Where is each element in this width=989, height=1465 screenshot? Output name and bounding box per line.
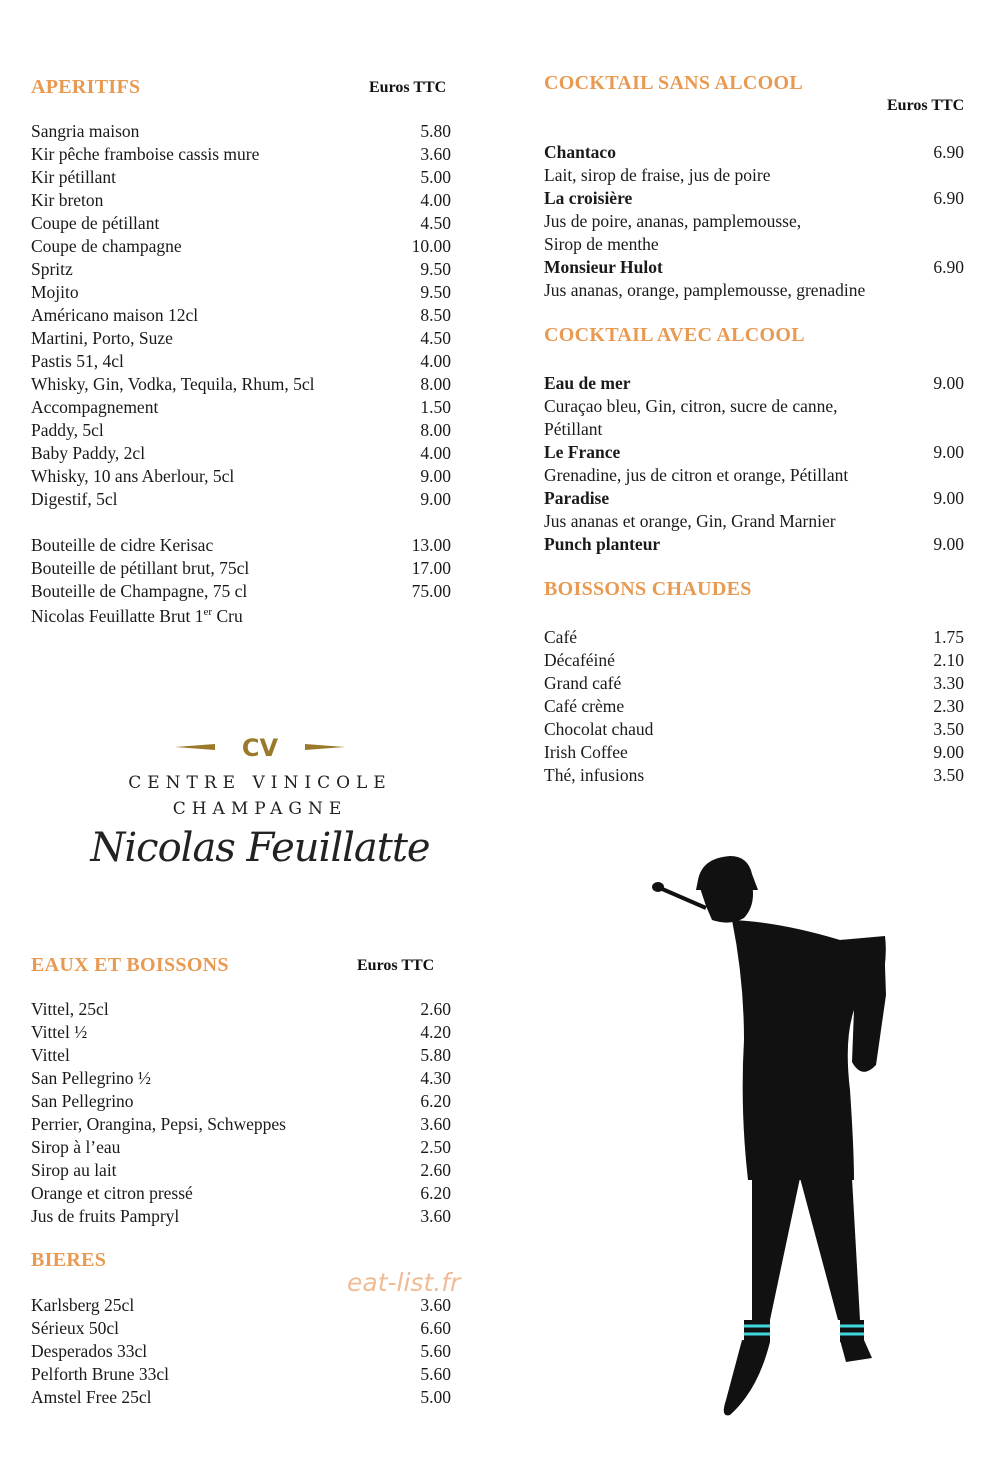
menu-item	[31, 1317, 451, 1340]
menu-item	[31, 235, 451, 258]
cocktail-description: Curaçao bleu, Gin, citron, sucre de canne,	[544, 396, 838, 416]
menu-item-name: Kir pétillant	[31, 167, 117, 187]
menu-item	[31, 465, 451, 488]
menu-item-name: Sangria maison	[31, 121, 140, 141]
menu-item	[31, 327, 451, 350]
menu-item-price: 9.00	[933, 742, 964, 762]
menu-item-price: 5.00	[420, 1387, 451, 1407]
menu-item-name: Grand café	[544, 673, 622, 693]
menu-item-price: 6.90	[933, 257, 964, 277]
menu-item	[31, 580, 451, 603]
cocktail-description: Jus de poire, ananas, pamplemousse,	[544, 211, 802, 231]
menu-item-name: Kir breton	[31, 190, 104, 210]
logo-script: Nicolas Feuillatte	[90, 825, 430, 871]
eaux-price-header: Euros TTC	[357, 957, 435, 974]
menu-item-name: Bouteille de pétillant brut, 75cl	[31, 558, 250, 578]
menu-item-name: Coupe de pétillant	[31, 213, 160, 233]
menu-item-name: Irish Coffee	[544, 742, 628, 762]
champagne-note-suffix: Cru	[212, 605, 243, 626]
chaudes-title: BOISSONS CHAUDES	[544, 578, 752, 600]
cocktail-description: Lait, sirop de fraise, jus de poire	[544, 165, 771, 185]
menu-item	[31, 1205, 451, 1228]
cocktail-description: Jus ananas, orange, pamplemousse, grenadine	[544, 280, 866, 300]
menu-item	[544, 741, 964, 764]
menu-item-price: 17.00	[411, 558, 451, 578]
menu-item	[31, 120, 451, 143]
menu-item	[544, 649, 964, 672]
menu-item-name: Sirop au lait	[31, 1160, 117, 1180]
menu-item	[544, 141, 964, 164]
menu-item-price: 9.00	[933, 488, 964, 508]
aperitifs-list	[31, 120, 451, 603]
menu-item-name: Chantaco	[544, 142, 616, 162]
menu-item-name: San Pellegrino ½	[31, 1068, 152, 1088]
menu-item-price: 9.00	[933, 373, 964, 393]
cocktail-description: Jus ananas et orange, Gin, Grand Marnier	[544, 511, 836, 531]
menu-item	[31, 1113, 451, 1136]
menu-item	[31, 442, 451, 465]
cv-logo-mark	[175, 735, 345, 759]
menu-item-name: Thé, infusions	[544, 765, 645, 785]
menu-item	[31, 212, 451, 235]
menu-item-price: 3.60	[420, 1295, 451, 1315]
menu-item-price: 4.50	[420, 213, 451, 233]
menu-item-price: 9.00	[933, 442, 964, 462]
menu-item-price: 9.00	[420, 466, 451, 486]
aperitifs-title: APERITIFS	[31, 76, 141, 98]
avec-alcool-title: COCKTAIL AVEC ALCOOL	[544, 324, 805, 346]
champagne-note	[31, 601, 451, 624]
menu-item-price: 6.20	[420, 1183, 451, 1203]
menu-item	[31, 166, 451, 189]
menu-item	[31, 396, 451, 419]
menu-item-name: Café	[544, 627, 578, 647]
menu-item-price: 4.00	[420, 351, 451, 371]
menu-item-price: 6.20	[420, 1091, 451, 1111]
menu-item	[31, 1021, 451, 1044]
menu-item-price: 4.00	[420, 443, 451, 463]
menu-item-price: 1.75	[933, 627, 964, 647]
menu-item-price: 2.50	[420, 1137, 451, 1157]
menu-item-price: 2.60	[420, 999, 451, 1019]
eaux-title: EAUX ET BOISSONS	[31, 954, 229, 976]
logo-line1: CENTRE VINICOLE	[128, 773, 392, 793]
menu-item	[31, 1363, 451, 1386]
menu-item-price: 2.30	[933, 696, 964, 716]
menu-item-name: Sirop à l’eau	[31, 1137, 121, 1157]
menu-item-name: Sérieux 50cl	[31, 1318, 119, 1338]
bieres-title: BIERES	[31, 1249, 107, 1271]
monsieur-hulot-illustration	[640, 850, 900, 1430]
menu-item-price: 3.60	[420, 1114, 451, 1134]
menu-item-price: 3.50	[933, 765, 964, 785]
cocktail-description: Pétillant	[544, 419, 603, 439]
menu-item-name: Desperados 33cl	[31, 1341, 148, 1361]
menu-item-name: Perrier, Orangina, Pepsi, Schweppes	[31, 1114, 286, 1134]
menu-item-name: Amstel Free 25cl	[31, 1387, 152, 1407]
menu-item	[31, 189, 451, 212]
watermark: eat-list.fr	[347, 1268, 461, 1297]
cocktail-description: Grenadine, jus de citron et orange, Pétillant	[544, 465, 849, 485]
menu-item-price: 4.30	[420, 1068, 451, 1088]
menu-item	[31, 1386, 451, 1409]
menu-item-price: 5.60	[420, 1364, 451, 1384]
aperitifs-price-header: Euros TTC	[369, 79, 447, 96]
menu-item-name: Whisky, Gin, Vodka, Tequila, Rhum, 5cl	[31, 374, 315, 394]
menu-item	[31, 1090, 451, 1113]
menu-item-price: 5.00	[420, 167, 451, 187]
menu-item-price: 4.20	[420, 1022, 451, 1042]
logo-line2: CHAMPAGNE	[172, 799, 348, 819]
nicolas-feuillatte-logo	[60, 735, 460, 875]
menu-item	[544, 695, 964, 718]
menu-item-price: 9.50	[420, 282, 451, 302]
avec-alcool-list	[544, 372, 964, 556]
menu-item-name: Chocolat chaud	[544, 719, 654, 739]
menu-item	[31, 350, 451, 373]
menu-item-name: Paddy, 5cl	[31, 420, 104, 440]
menu-item	[544, 441, 964, 464]
menu-item-name: Kir pêche framboise cassis mure	[31, 144, 260, 164]
menu-item-name: Le France	[544, 442, 621, 462]
menu-item-name: San Pellegrino	[31, 1091, 134, 1111]
menu-item	[544, 718, 964, 741]
menu-item-name: Paradise	[544, 488, 610, 508]
menu-item-price: 6.90	[933, 188, 964, 208]
menu-item-price: 3.60	[420, 144, 451, 164]
menu-item-price: 9.00	[933, 534, 964, 554]
sans-alcool-list	[544, 141, 964, 302]
menu-item	[31, 1044, 451, 1067]
menu-item-name: Karlsberg 25cl	[31, 1295, 135, 1315]
menu-item-name: Coupe de champagne	[31, 236, 182, 256]
chaudes-list	[544, 626, 964, 787]
menu-item-price: 75.00	[411, 581, 451, 601]
menu-item-name: Américano maison 12cl	[31, 305, 199, 325]
menu-item	[544, 187, 964, 210]
menu-item	[544, 626, 964, 649]
menu-item-name: Vittel	[31, 1045, 70, 1065]
menu-item-price: 8.50	[420, 305, 451, 325]
menu-item	[544, 533, 964, 556]
menu-item	[544, 764, 964, 787]
menu-item-price: 4.00	[420, 190, 451, 210]
menu-item-name: Jus de fruits Pampryl	[31, 1206, 180, 1226]
menu-item-name: Baby Paddy, 2cl	[31, 443, 146, 463]
menu-item	[31, 419, 451, 442]
menu-item-price: 8.00	[420, 420, 451, 440]
champagne-note-sup: er	[203, 606, 213, 618]
menu-item-name: Mojito	[31, 282, 79, 302]
menu-item	[31, 258, 451, 281]
sans-alcool-title: COCKTAIL SANS ALCOOL	[544, 72, 804, 94]
menu-item-price: 6.60	[420, 1318, 451, 1338]
menu-item-name: Orange et citron pressé	[31, 1183, 193, 1203]
bieres-list	[31, 1294, 451, 1409]
menu-item-name: Punch planteur	[544, 534, 661, 554]
cocktail-description: Sirop de menthe	[544, 234, 659, 254]
menu-item	[544, 487, 964, 510]
menu-item-price: 8.00	[420, 374, 451, 394]
menu-item	[544, 672, 964, 695]
menu-item	[31, 1182, 451, 1205]
menu-item-name: Café crème	[544, 696, 625, 716]
menu-item-name: Pastis 51, 4cl	[31, 351, 124, 371]
menu-item-name: La croisière	[544, 188, 633, 208]
menu-item-price: 2.60	[420, 1160, 451, 1180]
menu-item-name: Accompagnement	[31, 397, 159, 417]
menu-item	[31, 304, 451, 327]
menu-item-price: 9.00	[420, 489, 451, 509]
menu-item-price: 10.00	[411, 236, 451, 256]
menu-item-price: 3.50	[933, 719, 964, 739]
menu-item	[31, 1340, 451, 1363]
menu-item-price: 5.60	[420, 1341, 451, 1361]
menu-item-price: 3.60	[420, 1206, 451, 1226]
menu-item-price: 13.00	[411, 535, 451, 555]
menu-item-price: 9.50	[420, 259, 451, 279]
menu-item	[31, 1159, 451, 1182]
menu-item-name: Décaféiné	[544, 650, 615, 670]
menu-item	[31, 534, 451, 557]
menu-item-name: Digestif, 5cl	[31, 489, 118, 509]
menu-item	[31, 488, 451, 511]
eaux-list	[31, 998, 451, 1228]
menu-item	[544, 256, 964, 279]
menu-item-name: Whisky, 10 ans Aberlour, 5cl	[31, 466, 235, 486]
menu-item-name: Vittel ½	[31, 1022, 88, 1042]
menu-item-price: 6.90	[933, 142, 964, 162]
menu-item	[31, 557, 451, 580]
menu-item-name: Pelforth Brune 33cl	[31, 1364, 170, 1384]
menu-item	[31, 1067, 451, 1090]
menu-item	[31, 373, 451, 396]
menu-item-price: 1.50	[420, 397, 451, 417]
menu-item	[31, 281, 451, 304]
menu-item	[31, 998, 451, 1021]
menu-item-name: Bouteille de cidre Kerisac	[31, 535, 214, 555]
menu-item-name: Bouteille de Champagne, 75 cl	[31, 581, 248, 601]
menu-item-name: Martini, Porto, Suze	[31, 328, 173, 348]
menu-item-price: 5.80	[420, 121, 451, 141]
menu-item-name: Monsieur Hulot	[544, 257, 663, 277]
menu-item-price: 2.10	[933, 650, 964, 670]
menu-item-price: 3.30	[933, 673, 964, 693]
menu-item	[31, 143, 451, 166]
menu-item-price: 4.50	[420, 328, 451, 348]
menu-item	[544, 372, 964, 395]
menu-item	[31, 1294, 451, 1317]
menu-item	[31, 1136, 451, 1159]
menu-item-name: Spritz	[31, 259, 73, 279]
menu-item-price: 5.80	[420, 1045, 451, 1065]
svg-text:CV: CV	[241, 735, 279, 759]
champagne-note-text: Nicolas Feuillatte Brut 1	[31, 605, 204, 626]
menu-item-name: Vittel, 25cl	[31, 999, 109, 1019]
menu-item-name: Eau de mer	[544, 373, 631, 393]
sans-alcool-price-header: Euros TTC	[887, 97, 965, 114]
